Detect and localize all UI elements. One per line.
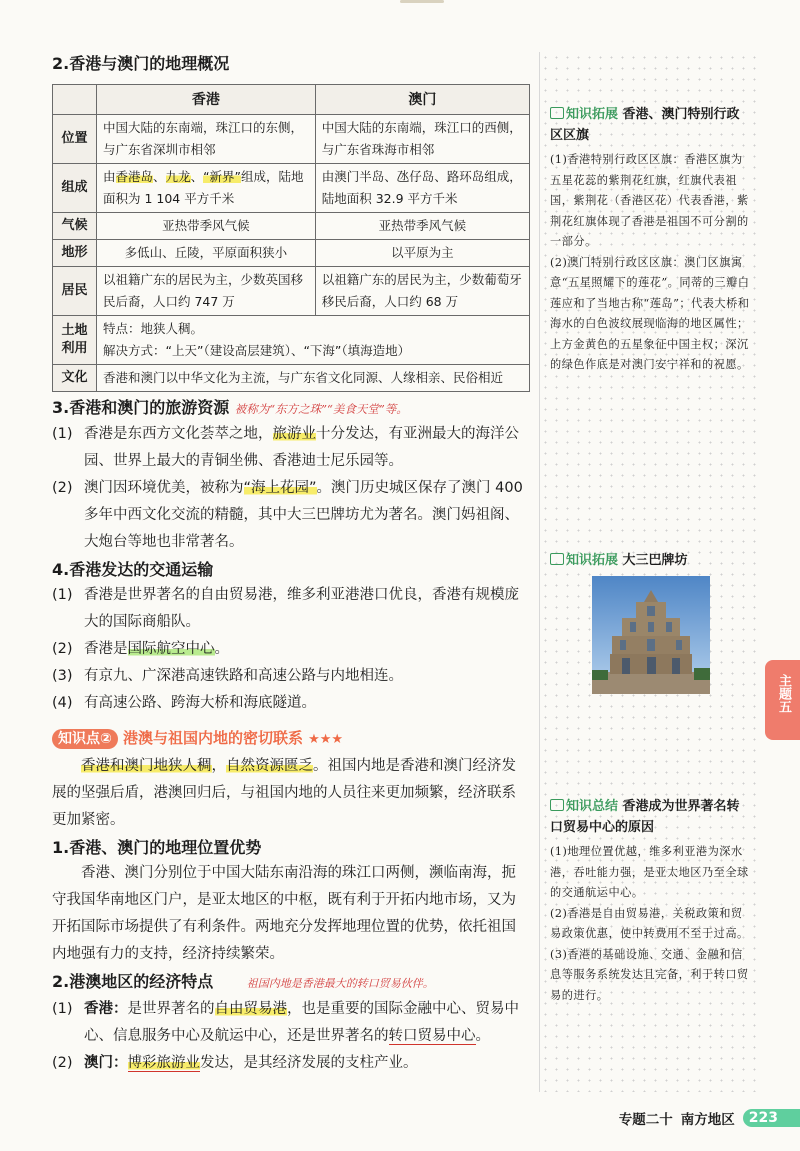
knowledge-point-2-header [52,725,530,753]
cell-hk: 由香港岛、九龙、“新界”组成，陆地面积为 1 104 平方千米 [97,164,316,213]
knowledge-point-2-intro: 香港和澳门地狭人稠，自然资源匮乏。祖国内地是香港和澳门经济发展的坚强后盾，港澳回归后，与祖国内地的人员往来更加频繁，经济联系更加紧密。 [52,758,516,828]
highlight: 国际航空中心 [127,641,215,657]
highlight: 博彩旅游业 [127,1055,200,1071]
table-row [53,240,530,267]
side-box-header: 知识拓展 大三巴牌坊 [550,550,752,571]
highlight: 旅游业 [272,426,316,442]
highlight: 九龙 [165,169,191,184]
section-4 [52,558,530,717]
handwritten-note: 被称为“东方之珠”“美食天堂”等。 [234,402,408,416]
list-item: (2) 澳门因环境优美，被称为“海上花园”。澳门历史城区保存了澳门 400 多年中西文化交流的精髓，其中大三巴牌坊尤为著名。澳门妈祖阁、大炮台等地也非常著名。 [52,480,523,550]
main-column [52,52,530,1077]
subsection-1 [52,836,530,968]
top-decoration [400,0,444,3]
highlight: “海上花园” [243,480,317,496]
cell-land-use [97,316,530,365]
list-item: (4) 有高速公路、跨海大桥和海底隧道。 [52,695,316,711]
ruins-of-st-paul-photo [592,576,710,694]
side-column [540,52,758,1092]
table-row [53,267,530,316]
geography-table [52,84,530,392]
list-item: (3) 有京九、广深港高速铁路和高速公路与内地相连。 [52,668,403,684]
side-box-paragraph: (2)香港是自由贸易港，关税政策和贸易政策优惠，使中转费用不至于过高。 [550,906,749,940]
summary-tag-icon [550,799,564,811]
section-3-title: 3.香港和澳门的旅游资源 被称为“东方之珠”“美食天堂”等。 [52,398,408,417]
side-box-flags [550,104,752,376]
cell-mo: 中国大陆的东南端，珠江口的西侧，与广东省珠海市相邻 [315,115,529,164]
page-number: 223 [743,1109,800,1127]
land-use-feature: 特点：地狭人稠。 [103,321,204,336]
side-box-paragraph: (1)地理位置优越，维多利亚港为深水港，吞吐能力强，是亚太地区乃至全球的交通航运中心。 [550,845,749,899]
chapter-tab[interactable] [765,660,800,740]
row-label: 组成 [53,164,97,213]
subsection-1-title: 1.香港、澳门的地理位置优势 [52,838,262,857]
knowledge-point-title: 港澳与祖国内地的密切联系 [122,729,303,747]
row-label: 土地利用 [53,316,97,365]
table-corner [53,85,97,115]
side-box-paragraph: (3)香港的基础设施、交通、金融和信息等服务系统发达且完备，利于转口贸易的进行。 [550,947,749,1002]
handwritten-note: 祖国内地是香港最大的转口贸易伙伴。 [246,977,434,990]
footer-topic: 专题二十 [618,1112,673,1128]
highlight: 香港和澳门地狭人稠 [81,758,212,774]
row-label: 居民 [53,267,97,316]
row-label: 位置 [53,115,97,164]
cell-mo: 以祖籍广东的居民为主，少数葡萄牙移民后裔，人口约 68 万 [315,267,529,316]
highlight: “新界” [203,169,242,184]
table-row [53,365,530,392]
table-row [53,213,530,240]
list-item: (2) 香港是国际航空中心。 [52,641,229,657]
land-use-solution: 解决方式：“上天”（建设高层建筑）、“下海”（填海造地） [103,343,411,358]
side-box-header: 知识拓展 香港、澳门特别行政区区旗 [550,107,740,143]
list-item: (1) 香港：是世界著名的自由贸易港，也是重要的国际金融中心、贸易中心、信息服务中心及航运中心，还是世界著名的转口贸易中心。 [52,1001,519,1044]
table-row [53,164,530,213]
knowledge-point-badge: 知识点② [52,729,118,749]
subsection-2-title: 2.港澳地区的经济特点 祖国内地是香港最大的转口贸易伙伴。 [52,972,434,991]
cell-mo: 亚热带季风气候 [315,213,529,240]
subsection-2 [52,970,530,1077]
header-macau: 澳门 [315,85,529,115]
header-hongkong: 香港 [97,85,316,115]
side-box-ruins [550,550,752,571]
cell-mo: 以平原为主 [315,240,529,267]
cell-hk: 以祖籍广东的居民为主，少数英国移民后裔，人口约 747 万 [97,267,316,316]
side-box-paragraph: (2)澳门特别行政区区旗：澳门区旗寓意“五星照耀下的莲花”。同蒂的三瓣白莲应和了当地古称“莲岛”；代表大桥和海水的白色波纹展现临海的地区属性；上方金黄色的五星象征中国主权；深沉的绿色作底是对澳门安宁祥和的祝愿。 [550,255,750,371]
cell-culture: 香港和澳门以中华文化为主流，与广东省文化同源、人缘相亲、民俗相近 [97,365,530,392]
side-box-header: 知识总结 香港成为世界著名转口贸易中心的原因 [550,799,740,835]
knowledge-tag-icon [550,107,564,119]
section-3 [52,396,530,556]
chapter-tab-label: 主题五 [776,674,791,713]
highlight: 自然资源匮乏 [226,758,313,774]
side-box-paragraph: (1)香港特别行政区区旗：香港区旗为五星花蕊的紫荆花红旗，红旗代表祖国，紫荆花（香港区花）代表香港，紫荆花红旗体现了香港是祖国不可分割的一部分。 [550,153,749,248]
list-item: (2) 澳门：博彩旅游业发达，是其经济发展的支柱产业。 [52,1055,418,1071]
table-row [53,316,530,365]
side-box-summary [550,796,752,1006]
highlight: 自由贸易港 [214,1001,287,1017]
list-item: (1) 香港是东西方文化荟萃之地，旅游业十分发达，有亚洲最大的海洋公园、世界上最大的青铜坐佛、香港迪士尼乐园等。 [52,426,519,469]
table-row [53,115,530,164]
knowledge-tag-icon [550,553,564,565]
star-rating-icon: ★★★ [308,732,344,747]
row-label: 气候 [53,213,97,240]
highlight: 香港岛 [115,169,154,184]
subsection-1-text: 香港、澳门分别位于中国大陆东南沿海的珠江口两侧，濒临南海，扼守我国华南地区门户，是亚太地区的中枢，既有利于开拓内地市场，又为开拓国际市场提供了有利条件。两地充分发挥地理位置的优势，依托祖国内地强有力的支持，经济持续繁荣。 [52,865,516,962]
section-2-title: 2.香港与澳门的地理概况 [52,54,230,73]
row-label: 地形 [53,240,97,267]
row-label: 文化 [53,365,97,392]
list-item: (1) 香港是世界著名的自由贸易港，维多利亚港港口优良，香港有规模庞大的国际商船队。 [52,587,519,630]
cell-hk: 亚热带季风气候 [97,213,316,240]
cell-mo: 由澳门半岛、氹仔岛、路环岛组成，陆地面积 32.9 平方千米 [315,164,529,213]
page-footer [619,1106,800,1130]
footer-region: 南方地区 [680,1112,735,1128]
underline-mark: 转口贸易中心 [388,1028,476,1044]
cell-hk: 中国大陆的东南端，珠江口的东侧，与广东省深圳市相邻 [97,115,316,164]
cell-hk: 多低山、丘陵，平原面积狭小 [97,240,316,267]
section-4-title: 4.香港发达的交通运输 [52,560,214,579]
ruins-photo-illustration [592,576,710,694]
